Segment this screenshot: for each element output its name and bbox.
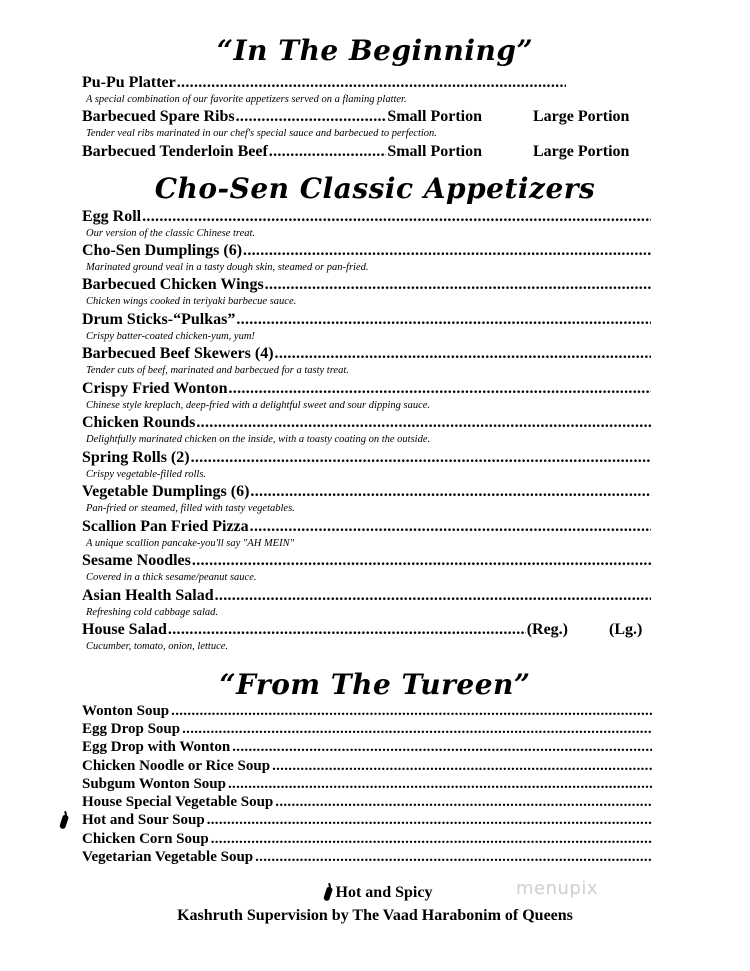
item-description: Chinese style kreplach, deep-fried with a delightful sweet and sour dipping sauce. <box>86 400 431 411</box>
menu-item <box>82 449 652 467</box>
regular-size-label: (Reg.) <box>526 621 568 638</box>
menu-item <box>82 276 652 294</box>
section-title-tureen: “From The Tureen” <box>219 668 531 701</box>
menu-item <box>82 345 652 363</box>
spicy-legend <box>0 884 750 902</box>
item-name: Egg Drop with Wonton <box>82 739 231 755</box>
menu-item <box>82 242 652 260</box>
leader-dots <box>171 703 652 720</box>
small-portion-label: Small Portion <box>387 143 482 160</box>
menu-item <box>82 208 652 226</box>
item-name: Vegetarian Vegetable Soup <box>82 849 254 865</box>
leader-dots <box>275 345 651 363</box>
leader-dots <box>250 483 651 501</box>
item-description: Delightfully marinated chicken on the inside, with a toasty coating on the outside. <box>86 434 431 445</box>
menu-item <box>82 587 652 605</box>
item-description: Covered in a thick sesame/peanut sauce. <box>86 572 257 583</box>
menupix-watermark: menupix <box>516 878 599 899</box>
item-name: Barbecued Beef Skewers (4) <box>82 345 274 362</box>
spicy-legend-text: Hot and Spicy <box>335 884 433 901</box>
item-name: Spring Rolls (2) <box>82 449 190 466</box>
menu-item-house-salad <box>82 621 568 639</box>
large-portion-label: Large Portion <box>533 143 630 160</box>
item-description: Our version of the classic Chinese treat. <box>86 228 256 239</box>
leader-dots <box>272 758 652 775</box>
menu-item <box>82 380 652 398</box>
item-name: Chicken Corn Soup <box>82 831 209 847</box>
soup-item <box>82 758 652 775</box>
leader-dots <box>142 208 651 226</box>
item-name: Sesame Noodles <box>82 552 191 569</box>
leader-dots <box>275 794 652 811</box>
leader-dots <box>192 552 651 570</box>
leader-dots <box>177 74 566 92</box>
item-description: Crispy vegetable-filled rolls. <box>86 469 207 480</box>
item-name: Hot and Sour Soup <box>82 812 205 828</box>
item-name: Cho-Sen Dumplings (6) <box>82 242 243 259</box>
item-name: Crispy Fried Wonton <box>82 380 228 397</box>
item-description: A unique scallion pancake-you'll say "AH MEIN" <box>86 538 294 549</box>
soup-item <box>82 849 652 866</box>
section-title-beginning: “In The Beginning” <box>216 34 534 67</box>
item-name: Subgum Wonton Soup <box>82 776 226 792</box>
item-name: House Salad <box>82 621 167 638</box>
item-description: Chicken wings cooked in teriyaki barbecue sauce. <box>86 296 297 307</box>
item-name: Chicken Noodle or Rice Soup <box>82 758 271 774</box>
menu-item <box>82 483 652 501</box>
leader-dots <box>255 849 652 866</box>
item-name: Barbecued Spare Ribs <box>82 108 235 125</box>
item-name: Asian Health Salad <box>82 587 214 604</box>
leader-dots <box>228 776 652 793</box>
leader-dots <box>196 414 651 432</box>
item-name: Barbecued Chicken Wings <box>82 276 264 293</box>
item-description: Refreshing cold cabbage salad. <box>86 607 219 618</box>
item-name: Chicken Rounds <box>82 414 196 431</box>
leader-dots <box>243 242 651 260</box>
menu-item <box>82 414 652 432</box>
leader-dots <box>232 739 652 756</box>
leader-dots <box>168 621 526 639</box>
item-name: Barbecued Tenderloin Beef <box>82 143 268 160</box>
menu-item-spare-ribs <box>82 108 482 126</box>
section-title-appetizers: Cho-Sen Classic Appetizers <box>154 172 596 205</box>
menu-item-tenderloin-beef <box>82 143 482 161</box>
soup-item <box>82 831 652 848</box>
leader-dots <box>236 108 387 126</box>
large-size-label: (Lg.) <box>609 621 643 638</box>
soup-item <box>82 794 652 811</box>
small-portion-label: Small Portion <box>387 108 482 125</box>
item-name: Egg Drop Soup <box>82 721 181 737</box>
soup-item <box>82 703 652 720</box>
menu-item <box>82 552 652 570</box>
item-name: Pu-Pu Platter <box>82 74 176 91</box>
kashruth-supervision: Kashruth Supervision by The Vaad Harabonim of Queens <box>177 907 573 924</box>
leader-dots <box>207 812 652 829</box>
leader-dots <box>250 518 651 536</box>
item-description: Marinated ground veal in a tasty dough skin, steamed or pan-fried. <box>86 262 369 273</box>
item-description: Tender cuts of beef, marinated and barbecued for a tasty treat. <box>86 365 349 376</box>
leader-dots <box>229 380 652 398</box>
item-description: Cucumber, tomato, onion, lettuce. <box>86 641 229 652</box>
chili-pepper-icon <box>59 814 69 829</box>
item-name: Egg Roll <box>82 208 142 225</box>
menu-item <box>82 311 652 329</box>
soup-item-spicy <box>82 812 652 829</box>
item-name: Wonton Soup <box>82 703 170 719</box>
menu-item <box>82 518 652 536</box>
soup-item <box>82 721 652 738</box>
item-name: Vegetable Dumplings (6) <box>82 483 250 500</box>
item-description: Crispy batter-coated chicken-yum, yum! <box>86 331 255 342</box>
leader-dots <box>265 276 651 294</box>
item-name: House Special Vegetable Soup <box>82 794 274 810</box>
leader-dots <box>236 311 651 329</box>
large-portion-label: Large Portion <box>533 108 630 125</box>
leader-dots <box>269 143 387 161</box>
soup-item <box>82 739 652 756</box>
item-description: Pan-fried or steamed, filled with tasty vegetables. <box>86 503 295 514</box>
leader-dots <box>182 721 652 738</box>
leader-dots <box>215 587 651 605</box>
item-name: Drum Sticks-“Pulkas” <box>82 311 236 328</box>
leader-dots <box>191 449 651 467</box>
soup-item <box>82 776 652 793</box>
item-name: Scallion Pan Fried Pizza <box>82 518 249 535</box>
item-description: Tender veal ribs marinated in our chef's special sauce and barbecued to perfection. <box>86 128 437 139</box>
item-description: A special combination of our favorite appetizers served on a flaming platter. <box>86 94 407 105</box>
menu-item-pu-pu-platter <box>82 74 567 92</box>
leader-dots <box>211 831 652 848</box>
